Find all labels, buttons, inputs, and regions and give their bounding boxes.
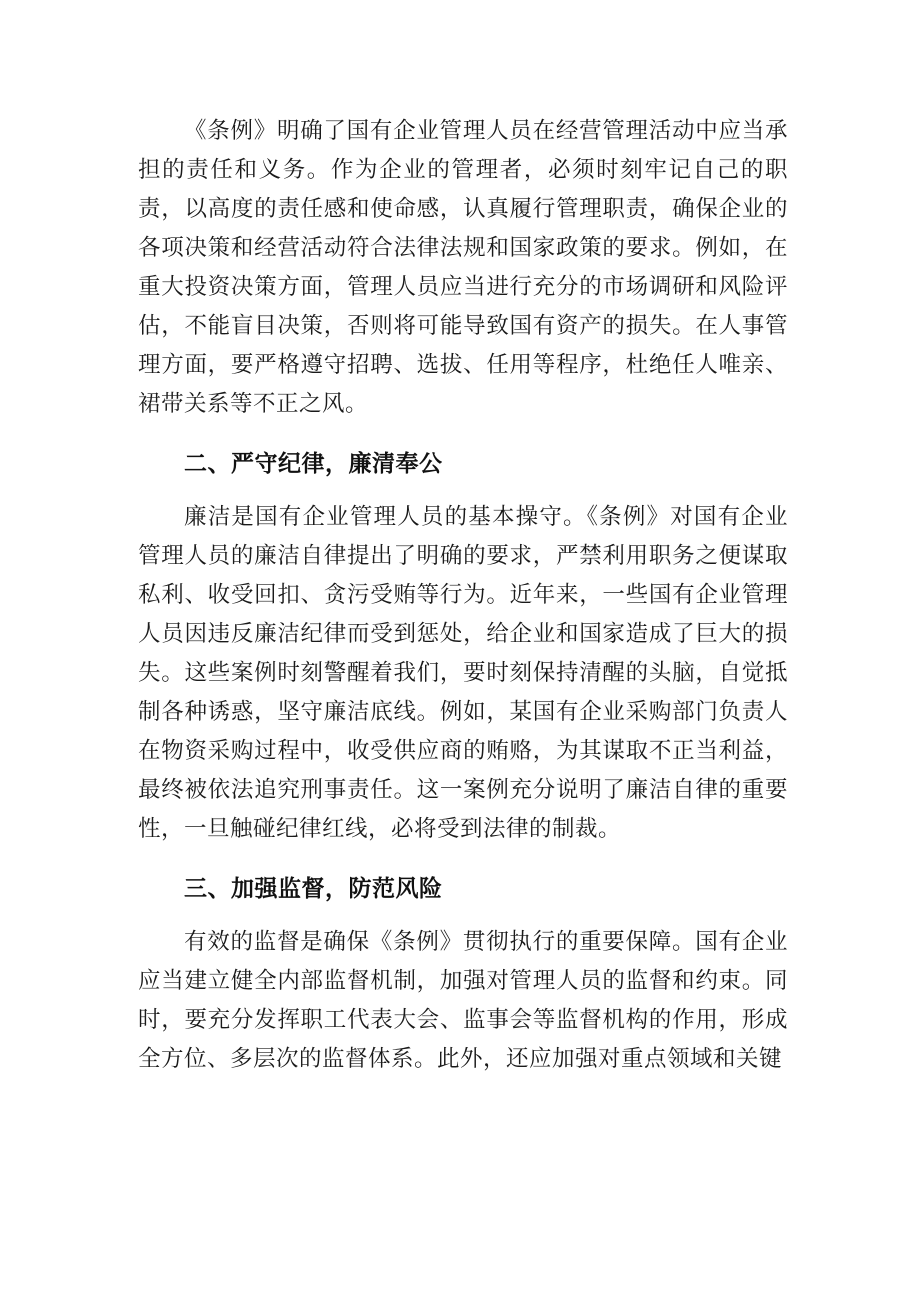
document-page [138, 112, 788, 1079]
section-heading-discipline: 二、严守纪律，廉清奉公 [184, 451, 443, 477]
section-heading-supervision: 三、加强监督，防范风险 [184, 876, 443, 902]
paragraph-duties: 《条例》明确了国有企业管理人员在经营管理活动中应当承担的责任和义务。作为企业的管理者，必须时刻牢记自己的职责，以高度的责任感和使命感，认真履行管理职责，确保企业的各项决策和经营活动符合法律法规和国家政策的要求。例如，在重大投资决策方面，管理人员应当进行充分的市场调研和风险评估，不能盲目决策，否则将可能导致国有资产的损失。在人事管理方面，要严格遵守招聘、选拔、任用等程序，杜绝任人唯亲、裙带关系等不正之风。 [138, 118, 788, 417]
paragraph-supervision: 有效的监督是确保《条例》贯彻执行的重要保障。国有企业应当建立健全内部监督机制，加强对管理人员的监督和约束。同时，要充分发挥职工代表大会、监事会等监督机构的作用，形成全方位、多层次的监督体系。此外，还应加强对重点领域和关键 [138, 929, 788, 1072]
paragraph-integrity: 廉洁是国有企业管理人员的基本操守。《条例》对国有企业管理人员的廉洁自律提出了明确的要求，严禁利用职务之便谋取私利、收受回扣、贪污受贿等行为。近年来，一些国有企业管理人员因违反廉洁纪律而受到惩处，给企业和国家造成了巨大的损失。这些案例时刻警醒着我们，要时刻保持清醒的头脑，自觉抵制各种诱惑，坚守廉洁底线。例如，某国有企业采购部门负责人在物资采购过程中，收受供应商的贿赂，为其谋取不正当利益，最终被依法追究刑事责任。这一案例充分说明了廉洁自律的重要性，一旦触碰纪律红线，必将受到法律的制裁。 [138, 504, 788, 842]
